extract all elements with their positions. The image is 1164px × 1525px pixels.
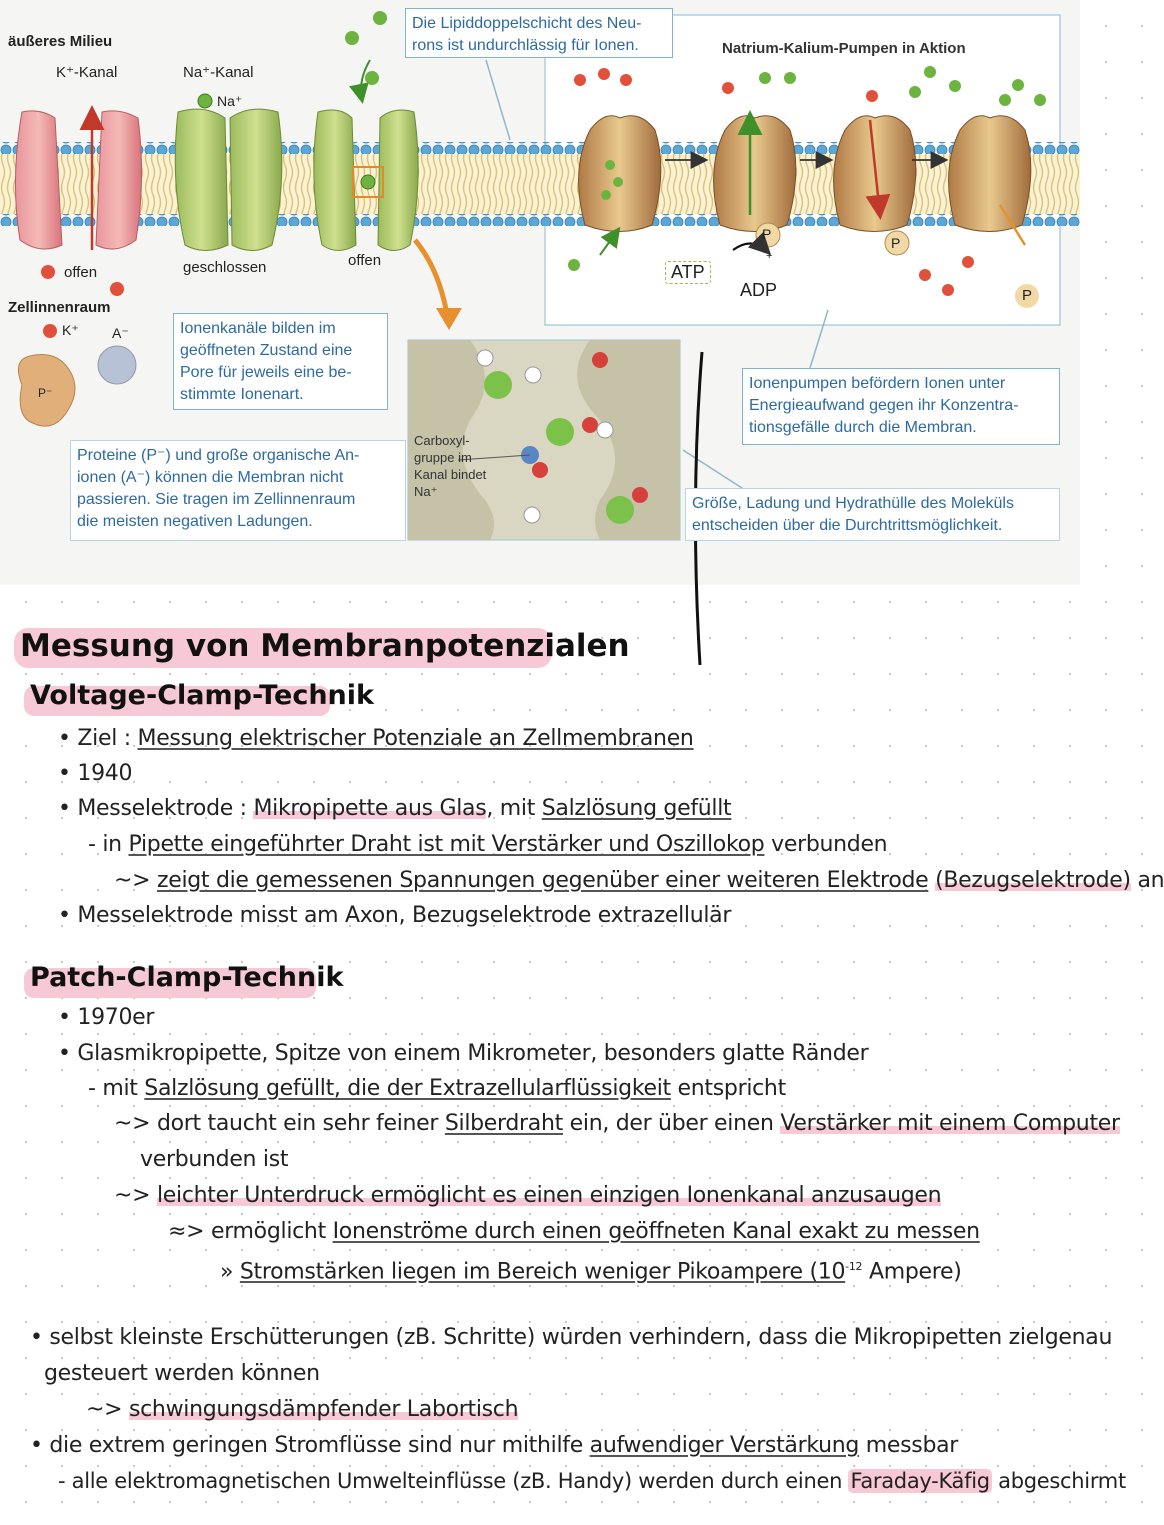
k-legend-dot: [43, 324, 57, 338]
patch-glas: • Glasmikropipette, Spitze von einem Mikrometer, besonders glatte Ränder: [58, 1041, 869, 1066]
size-info-box: Größe, Ladung und Hydrathülle des Moleküls entscheiden über die Durchtrittsmöglichkeit.: [685, 488, 1060, 541]
phosphate-symbol-1: P: [762, 226, 772, 242]
k-channel-label: K⁺-Kanal: [56, 64, 118, 81]
inner-space-label: Zellinnenraum: [8, 299, 111, 316]
patch-silber-cont: verbunden ist: [140, 1147, 289, 1172]
anion-sphere: [98, 346, 136, 384]
voltage-misst: • Messelektrode misst am Axon, Bezugselektrode extrazellulär: [58, 903, 732, 928]
patch-strom: ≈> ermöglicht Ionenströme durch einen geöffneten Kanal exakt zu messen: [168, 1219, 980, 1244]
closed-label: geschlossen: [183, 259, 267, 276]
na-k-pump-1: [579, 116, 661, 232]
adp-label: ADP: [740, 280, 778, 300]
voltage-ziel: • Ziel : Messung elektrischer Potenziale an Zellmembranen: [58, 726, 694, 751]
proteins-box: Proteine (P⁻) und große organische An- ionen (A⁻) können die Membran nicht passieren. Sie tragen im Zellinnenraum die meisten negativen Ladungen.: [70, 440, 406, 541]
voltage-heading: Voltage-Clamp-Technik: [30, 680, 374, 711]
lipid-info-box: Die Lipiddoppelschicht des Neu- rons ist undurchlässig für Ionen.: [405, 8, 673, 58]
patch-pico: » Stromstärken liegen im Bereich weniger Pikoampere ($10^{-12}$ Ampere): [220, 1259, 962, 1285]
ion-channel-box: Ionenkanäle bilden im geöffneten Zustand eine Pore für jeweils eine be- stimmte Ionenart.: [173, 313, 388, 410]
extra-tisch: ~> schwingungsdämpfender Labortisch: [86, 1397, 519, 1422]
patch-year: • 1970er: [58, 1005, 155, 1030]
na-channel-label: Na⁺-Kanal: [183, 64, 254, 81]
patch-silber: ~> dort taucht ein sehr feiner Silberdraht ein, der über einen Verstärker mit einem Computer: [114, 1111, 1120, 1136]
phosphate-symbol-3: P: [1015, 284, 1039, 308]
k-inner-dot: [110, 282, 124, 296]
na-ion-dot: [198, 94, 212, 108]
patch-salz: - mit Salzlösung gefüllt, die der Extrazellularflüssigkeit entspricht: [88, 1076, 786, 1101]
na-k-pump-4: [949, 116, 1031, 245]
page-title: Messung von Membranpotenzialen: [20, 628, 630, 664]
phosphate-symbol-2: P: [891, 235, 901, 251]
protein-legend-label: P⁻: [38, 386, 53, 400]
k-legend-label: K⁺: [62, 322, 79, 338]
extra-faraday: - alle elektromagnetischen Umwelteinflüsse (zB. Handy) werden durch einen Faraday-Käfig abgeschirmt: [58, 1469, 1126, 1493]
pump-title: Natrium-Kalium-Pumpen in Aktion: [722, 40, 966, 57]
extra-erschuett-2: gesteuert werden können: [44, 1361, 320, 1386]
voltage-zeigt: ~> zeigt die gemessenen Spannungen gegenüber einer weiteren Elektrode (Bezugselektrode) an: [114, 868, 1164, 893]
patch-heading: Patch-Clamp-Technik: [30, 962, 344, 993]
voltage-year: • 1940: [58, 761, 133, 786]
extra-erschuett-1: • selbst kleinste Erschütterungen (zB. Schritte) würden verhindern, dass die Mikropipetten zielgenau: [30, 1325, 1113, 1350]
na-ion-label: Na⁺: [217, 93, 243, 109]
membrane-figure: [0, 0, 1080, 585]
k-open-label: offen: [64, 264, 98, 281]
voltage-draht: - in Pipette eingeführter Draht ist mit Verstärker und Oszillokop verbunden: [88, 832, 888, 857]
extra-strom: • die extrem geringen Stromflüsse sind nur mithilfe aufwendiger Verstärkung messbar: [30, 1433, 959, 1458]
anion-legend-label: A⁻: [112, 325, 129, 341]
carboxyl-label: Carboxyl- gruppe im Kanal bindet Na⁺: [414, 433, 487, 499]
k-open-dot: [41, 265, 55, 279]
plus-symbol: +: [766, 250, 773, 262]
atp-label: ATP: [665, 261, 711, 284]
lipid-bilayer: [0, 142, 1080, 226]
na-open-label: offen: [348, 252, 382, 269]
patch-unterdruck: ~> leichter Unterdruck ermöglicht es einen einzigen Ionenkanal anzusaugen: [114, 1183, 942, 1208]
outer-milieu-label: äußeres Milieu: [8, 33, 113, 50]
pump-info-box: Ionenpumpen befördern Ionen unter Energieaufwand gegen ihr Konzentra- tionsgefälle durch die Membran.: [742, 368, 1060, 445]
voltage-elektrode: • Messelektrode : Mikropipette aus Glas, mit Salzlösung gefüllt: [58, 796, 732, 821]
